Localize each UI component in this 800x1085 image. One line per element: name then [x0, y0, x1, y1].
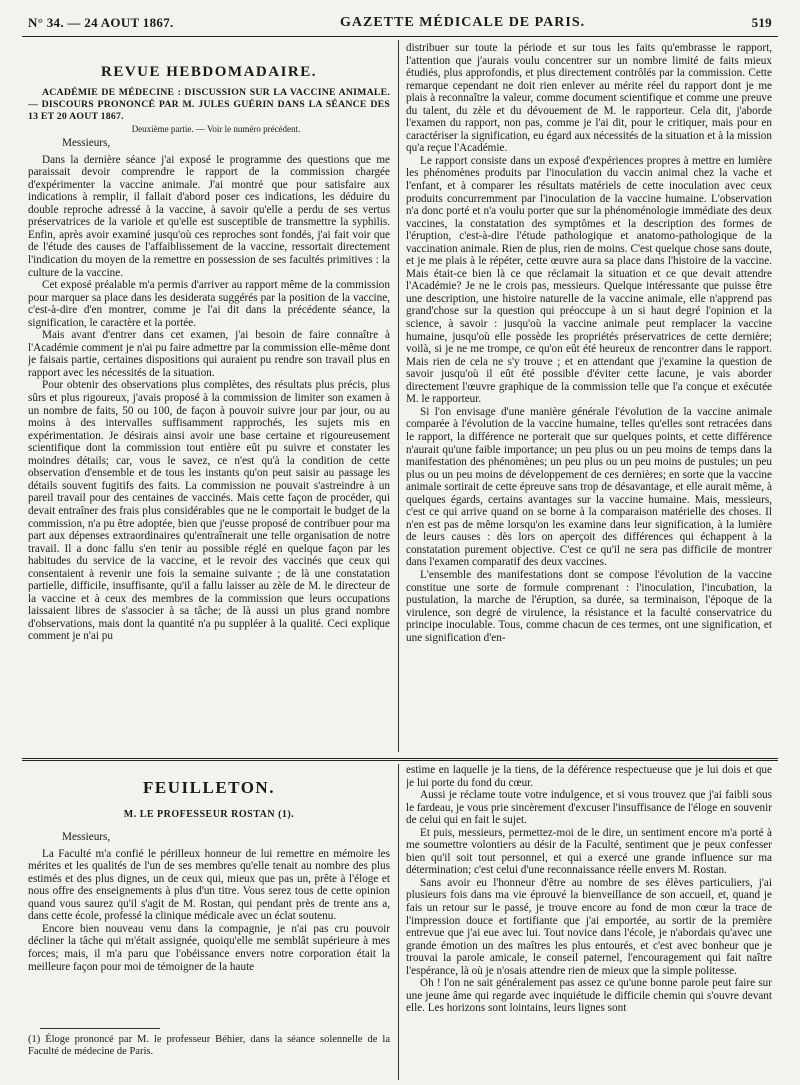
header-rule [22, 36, 778, 37]
feuilleton-title: FEUILLETON. [143, 778, 275, 797]
journal-title: GAZETTE MÉDICALE DE PARIS. [340, 15, 586, 30]
revue-left-paragraph: Cet exposé préalable m'a permis d'arriver au rapport même de la commission pour marquer sa place dans les desiderata suggérés par la position de la vaccine, c'est-à-dire d'en montrer, comme je l'ai dit dans la précédente séance, la signification, le caractère et la portée. [28, 279, 390, 329]
footnote-rule [40, 1028, 160, 1029]
revue-left-paragraph: Mais avant d'entrer dans cet examen, j'ai besoin de faire connaître à l'Académie comment je n'ai pu faire admettre par la commission elle-même dont je faisais partie, certaines dispositions qui auraient pu rendre son travail plus en rapport avec les nécessités de la situation. [28, 329, 390, 379]
column-divider [398, 40, 399, 752]
page-number: 519 [751, 15, 772, 30]
feuilleton-left-paragraph: Encore bien nouveau venu dans la compagnie, je n'ai pas cru pouvoir décliner la tâche qui m'était assignée, quoiqu'elle me semblât supérieure à mes forces; mais, il m'a paru que l'obéissance envers notre corporation était la meilleure façon pour moi de témoigner de la haute [28, 922, 390, 973]
feuilleton-right-paragraph: estime en laquelle je la tiens, de la déférence respectueuse que je lui dois et que je lui porte du fond du cœur. [406, 764, 772, 789]
running-head [28, 12, 772, 34]
footnote: (1) Éloge prononcé par M. le professeur Béhier, dans la séance solennelle de la Faculté de médecine de Paris. [28, 1034, 390, 1057]
revue-title: REVUE HEBDOMADAIRE. [100, 64, 317, 80]
revue-left-paragraph: Pour obtenir des observations plus complètes, des résultats plus précis, plus sûrs et plus rigoureux, j'avais proposé à la commission de limiter son examen à un nombre de faits, 50 ou 100, de façon à pouvoir suivre jour par jour, ou au moins à des intervalles suffisamment rapprochés, les sujets mis en expérimentation. Je désirais ainsi avoir une base certaine et rigoureusement scientifique dont la commission tout entière eût pu suivre et constater les moindres détails; car, vous le savez, ce n'est qu'à la condition de cette observation d'ensemble et de tous les instants qu'on peut saisir au passage les détails souvent fugitifs des faits. La commission ne pouvait s'astreindre à un pareil travail pour des centaines de vaccinés. Mais cette façon de procéder, qui devait entraîner des frais plus considérables que ne le comportait le budget de la commission, n'a pu être adoptée, bien que j'eusse proposé de contribuer pour ma part aux dépenses extraordinaires qu'entraînerait une telle organisation de notre travail. Il a donc fallu s'en tenir au possible réglé en quelque façon par les habitudes du service de la vaccine, et le revoir des vaccinés que ceux qui consentaient à revenir une fois la semaine suivante ; de là une constatation partielle, difficile, insuffisante, qu'il a fallu laisser au zèle de M. le directeur de la vaccine et à ceux des membres de la commission que leurs occupations laissaient libres de s'associer à sa tâche; de là aussi un plus grand nombre d'observations, mais dont la quantité n'a pu suppléer à la qualité. Ceci explique comment je n'ai pu [28, 379, 390, 643]
feuilleton-left-column [28, 764, 390, 1022]
revue-salutation: Messieurs, [62, 137, 111, 150]
revue-subtitle: ACADÉMIE DE MÉDECINE : DISCUSSION SUR LA VACCINE ANIMALE. — DISCOURS PRONONCÉ PAR M. JULES GUÉRIN DANS LA SÉANCE DES 13 ET 20 AOUT 1867. [28, 86, 390, 122]
feuilleton-left-paragraph: La Faculté m'a confié le périlleux honneur de lui remettre en mémoire les mérites et les qualités de l'un de ses membres qu'elle tenait au nombre des plus estimés et des plus dignes, un de ceux qui, mieux que pas un, prête à l'éloge et nous offre des enseignements à plus d'un titre. Vous serez tous de cette opinion quand vous saurez qu'il s'agit de M. Rostan, qui pendant près de trente ans a, dans cette école, professé la clinique médicale avec un éclat soutenu. [28, 847, 390, 923]
feuilleton-salutation: Messieurs, [62, 831, 111, 844]
feuilleton-right-paragraph: Oh ! l'on ne sait généralement pas assez ce qu'une bonne parole peut faire sur une jeune âme qui regarde avec inquiétude le difficile chemin qui s'ouvre devant elle. Les horizons sont lointains, leurs lignes sont [406, 977, 772, 1015]
issue-date: N° 34. — 24 AOUT 1867. [28, 15, 174, 30]
feuilleton-right-paragraph: Sans avoir eu l'honneur d'être au nombre de ses élèves particuliers, j'ai plusieurs fois dans ma vie éprouvé la bienveillance de son accueil, et, quand je fais un retour sur le passé, je trouve encore au fond de mon cœur la trace de l'impression douce et fortifiante que j'ai emportée, au sortir de la première entrevue que j'ai eue avec lui. Tout novice dans l'école, je n'abordais qu'avec une grande émotion un des maîtres les plus entourés, et c'est avec bonheur que je trouvai la parole amicale, le conseil paternel, l'encouragement qui fait naître l'espérance, là où je n'osais attendre rien de mieux que la simple politesse. [406, 876, 772, 977]
feuilleton-right-paragraph: Aussi je réclame toute votre indulgence, et si vous trouvez que j'ai faibli sous le fardeau, je vous prie sincèrement d'excuser l'insuffisance de l'éloge en souvenir de celui qui en fait le sujet. [406, 789, 772, 827]
revue-right-column [406, 42, 772, 752]
feuilleton-subtitle: M. LE PROFESSEUR ROSTAN (1). [123, 808, 295, 820]
revue-right-paragraph: L'ensemble des manifestations dont se compose l'évolution de la vaccine constitue une sorte de formule comprenant : l'inoculation, l'incubation, la pustulation, la marche de l'éruption, sa durée, sa terminaison, l'époque de la virulence, son degré de virulence, la résistance et la faculté conservatrice du principe inoculable. Tous, comme chacun de ces termes, ont une signification, et une signification d'en- [406, 568, 772, 644]
revue-left-column [28, 42, 390, 752]
revue-right-paragraph: Le rapport consiste dans un exposé d'expériences propres à mettre en lumière les phénomènes produits par l'inoculation du vaccin animal chez la vache et l'enfant, et à comparer les résultats matériels de cette inoculation avec ceux produits concurremment par l'inoculation de la vaccine humaine. L'observation n'a donc porté et n'a voulu porter que sur la phénoménologie immédiate des deux vaccines, la constatation des symptômes et la description des formes de l'éruption, c'est-à-dire l'étude pathologique et anatomo-pathologique de la vaccination animale. Rien de plus, rien de moins. C'est quelque chose sans doute, et je me plais à le répéter, cette œuvre aura sa place dans l'histoire de la vaccine. Mais était-ce bien là ce que réclamait la situation et ce que devait attendre l'Académie? Je ne le crois pas, messieurs. Quelque intéressante que puisse être une description, une histoire naturelle de la vaccine animale, elle n'apprend pas grand'chose sur la question qui préoccupe à un si haut degré l'opinion et la science, à savoir : jusqu'où la vaccine animale peut remplacer la vaccine humaine, jusqu'où elle possède les propriétés préservatrices de cette dernière; voilà, si je ne me trompe, ce qu'on eût été heureux de rencontrer dans le rapport. Mais rien de cela ne s'y trouve ; et en attendant que j'examine la question de savoir jusqu'où il eût été possible d'éviter cette lacune, je vais aborder directement l'œuvre graphique de la commission telle que l'a conçue et exécutée M. le rapporteur. [406, 154, 772, 406]
revue-right-paragraph: Si l'on envisage d'une manière générale l'évolution de la vaccine animale comparée à l'évolution de la vaccine humaine, telles qu'elles sont retracées dans le rapport, la différence ne porterait que sur quelques points, et cette différence n'aurait qu'une faible importance; un peu plus ou un peu moins de temps dans la manifestation des phénomènes; un peu plus ou un peu moins de pustules; un peu plus ou un peu moins de développement de ces dernières; en sorte que la vaccine animale sortirait de cette épreuve sans trop de désavantage, et elle aurait même, à quelques égards, certains avantages sur la vaccine humaine. Mais, messieurs, c'est ce qui arrive quand on se borne à la comparaison matérielle des choses. Il n'en est pas de même lorsqu'on les examine dans leur signification, à la lumière de leurs causes : dès lors on aperçoit des différences qui échappent à la constatation purement objective. C'est ce qu'il ne sera pas difficile de montrer dans l'examen comparatif des deux vaccines. [406, 405, 772, 569]
revue-left-paragraph: Dans la dernière séance j'ai exposé le programme des questions que me paraissait devoir comprendre le rapport de la commission chargée d'expérimenter la vaccine animale. J'ai montré que pour satisfaire aux indications à remplir, il fallait d'abord poser ces indications, les déduire du double reproche adressé à la vaccine, à savoir qu'elle a perdu de ses vertus préservatrices de la variole et qu'elle est susceptible de transmettre la syphilis. Enfin, après avoir examiné jusqu'où ces reproches sont fondés, j'ai fait voir que de l'étude des causes de l'affaiblissement de la vaccine, ressortait directement l'indication du moyen de la remettre en possession de ses facultés primitives : la culture de la vaccine. [28, 153, 390, 279]
column-divider [398, 764, 399, 1080]
revue-right-paragraph: distribuer sur toute la période et sur tous les faits qu'embrasse le rapport, l'attention que j'aurais voulu concentrer sur un nombre limité de faits mieux étudiés, plus approfondis, et plus directement contrôlés par la commission. Cette remarque cependant ne doit rien enlever au mérite réel du rapport dont je me plais à reconnaître la valeur, comme document scientifique et comme une preuve du talent, du zèle et du dévouement de M. le rapporteur. Cela dit, j'aborde l'examen du rapport, non pas, comme je l'ai dit, pour le critiquer, mais pour en caractériser la signification, eu égard aux nécessités de la situation et à la mission qu'a reçue l'Académie. [406, 42, 772, 155]
feuilleton-rule [22, 758, 778, 761]
part-note: Deuxième partie. — Voir le numéro précédent. [131, 123, 301, 134]
feuilleton-right-paragraph: Et puis, messieurs, permettez-moi de le dire, un sentiment encore m'a porté à me soumettre volontiers au désir de la Faculté, sentiment que je peux confesser bien qu'il soit tout personnel, et qui a exercé une grande influence sur ma détermination; c'est celui d'une reconnaissance réelle envers M. Rostan. [406, 826, 772, 877]
feuilleton-right-column [406, 764, 772, 1080]
